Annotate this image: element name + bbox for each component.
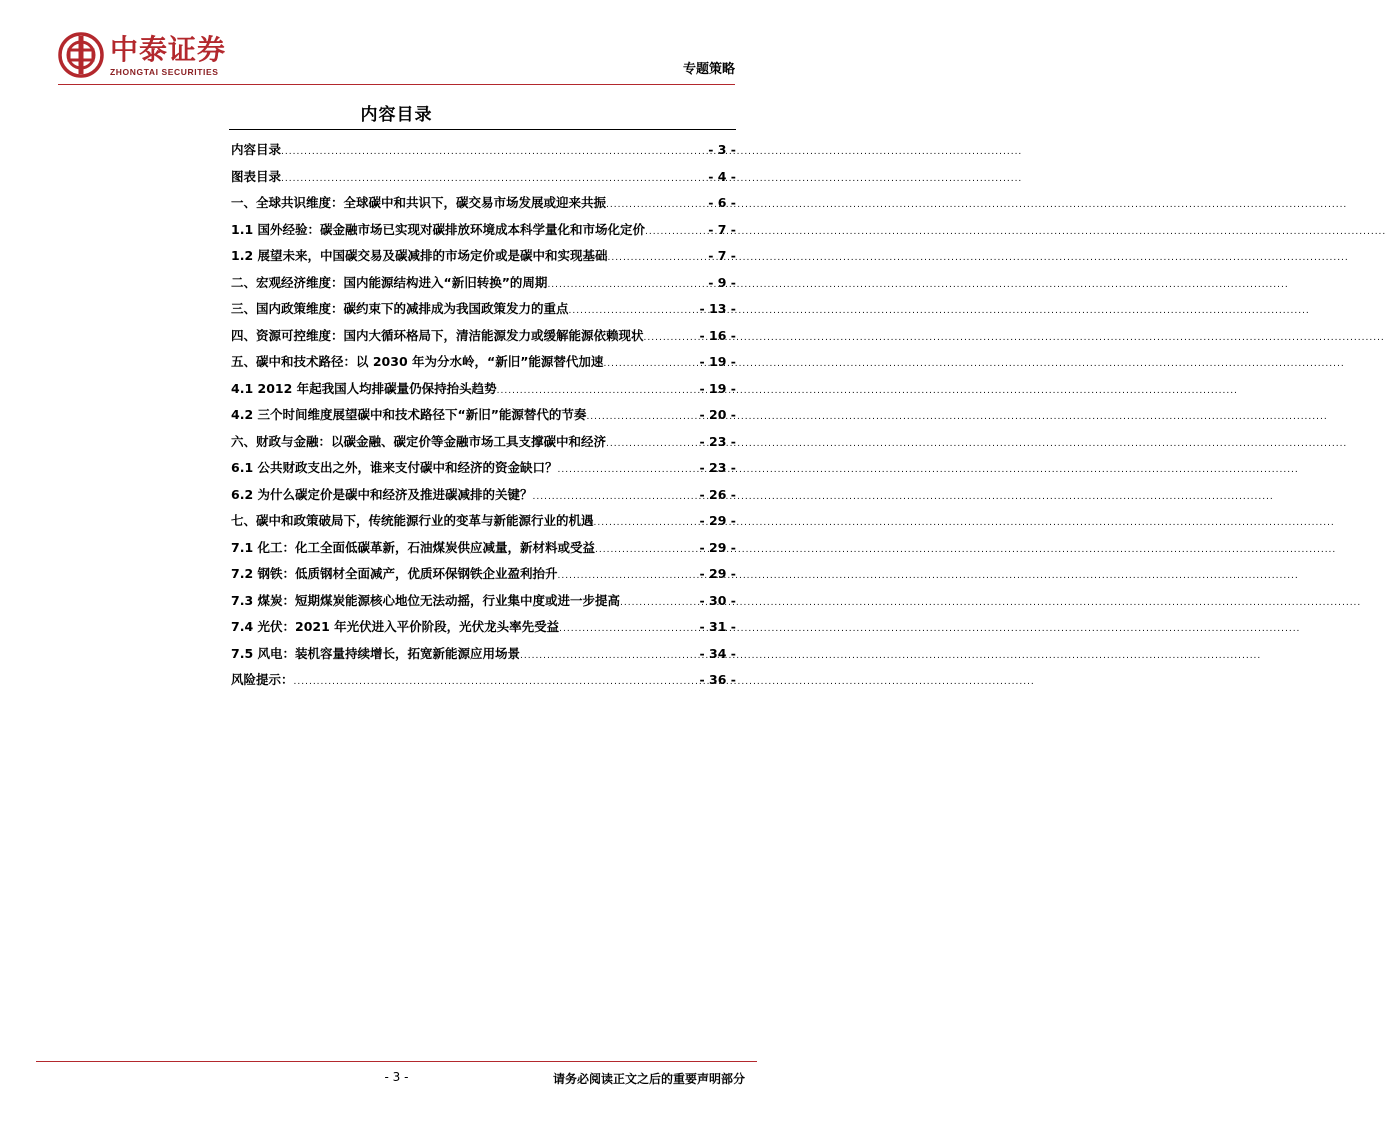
toc-leader-dots — [281, 166, 706, 193]
toc-leader-dots — [520, 643, 698, 670]
toc-title-divider — [229, 129, 736, 130]
toc-entry[interactable] — [231, 482, 736, 509]
toc-entry-label: 三、国内政策维度：碳约束下的减排成为我国政策发力的重点 — [231, 301, 569, 316]
header-divider — [58, 84, 735, 85]
toc-entry-label: 7.4 光伏：2021 年光伏进入平价阶段，光伏龙头率先受益 — [231, 619, 560, 634]
toc-entry-label: 1.1 国外经验：碳金融市场已实现对碳排放环境成本科学量化和市场化定价 — [231, 221, 645, 237]
toc-entry[interactable] — [231, 641, 736, 668]
toc-entry-page: - 6 - — [708, 195, 736, 210]
company-logo — [58, 32, 248, 82]
toc-entry[interactable] — [231, 243, 736, 270]
toc-leader-dots — [558, 563, 698, 590]
toc-leader-dots — [558, 457, 698, 484]
toc-entry-label: 五、碳中和技术路径：以 2030 年为分水岭，“新旧”能源替代加速 — [231, 354, 604, 369]
toc-entry[interactable] — [231, 190, 736, 217]
toc-entry[interactable] — [231, 667, 736, 694]
toc-leader-dots — [620, 590, 698, 617]
toc-entry-label: 6.1 公共财政支出之外，谁来支付碳中和经济的资金缺口？ — [231, 460, 558, 475]
toc-leader-dots — [547, 272, 706, 299]
toc-entry-label: 6.2 为什么碳定价是碳中和经济及推进碳减排的关键？ — [231, 486, 533, 502]
company-name-en: ZHONGTAI SECURITIES — [110, 67, 219, 77]
page-number: - 3 - — [384, 1070, 409, 1084]
toc-entry-label: 内容目录 — [231, 142, 282, 157]
toc-leader-dots — [281, 139, 706, 166]
toc-entry-label: 四、资源可控维度：国内大循环格局下，清洁能源发力或缓解能源依赖现状 — [231, 327, 644, 343]
toc-entry-page: - 7 - — [708, 248, 736, 263]
company-name-cn: 中泰证券 — [110, 33, 227, 66]
toc-entry[interactable] — [231, 614, 736, 641]
toc-entry-page: - 26 - — [699, 486, 736, 502]
toc-entry-label: 7.1 化工：化工全面低碳革新，石油煤炭供应减量，新材料或受益 — [231, 539, 595, 555]
toc-entry-label: 4.2 三个时间维度展望碳中和技术路径下“新旧”能源替代的节奏 — [231, 407, 587, 422]
toc-leader-dots — [603, 351, 697, 378]
toc-entry-label: 7.5 风电：装机容量持续增长，拓宽新能源应用场景 — [231, 645, 520, 661]
toc-entry[interactable] — [231, 429, 736, 456]
toc-entry[interactable] — [231, 402, 736, 429]
toc-entry-page: - 13 - — [699, 301, 736, 316]
toc-entry[interactable] — [231, 561, 736, 588]
toc-leader-dots — [569, 298, 698, 325]
toc-entry[interactable] — [231, 588, 736, 615]
toc-leader-dots — [294, 669, 698, 696]
toc-entry-label: 七、碳中和政策破局下，传统能源行业的变革与新能源行业的机遇 — [231, 513, 594, 528]
toc-leader-dots — [594, 510, 698, 537]
toc-entry-page: - 30 - — [699, 592, 736, 608]
toc-entry[interactable] — [231, 455, 736, 482]
toc-entry-page: - 16 - — [699, 327, 736, 343]
zhongtai-logo-icon — [58, 32, 104, 78]
toc-entry-label: 一、全球共识维度：全球碳中和共识下，碳交易市场发展或迎来共振 — [231, 195, 607, 210]
toc-entry-page: - 34 - — [699, 645, 736, 661]
toc-leader-dots — [608, 245, 707, 272]
toc-leader-dots — [645, 219, 706, 246]
toc-leader-dots — [644, 325, 698, 352]
toc-entry-label: 二、宏观经济维度：国内能源结构进入“新旧转换”的周期 — [231, 274, 548, 290]
footer-divider — [36, 1061, 757, 1062]
toc-entry-page: - 20 - — [699, 407, 736, 422]
toc-entry-page: - 29 - — [699, 513, 736, 528]
toc-leader-dots — [595, 537, 698, 564]
toc-entry-page: - 29 - — [699, 539, 736, 555]
toc-entry-page: - 4 - — [708, 168, 736, 184]
toc-leader-dots — [559, 616, 697, 643]
toc-entry-label: 7.3 煤炭：短期煤炭能源核心地位无法动摇，行业集中度或进一步提高 — [231, 592, 620, 608]
toc-entry-label: 4.1 2012 年起我国人均排碳量仍保持抬头趋势 — [231, 380, 497, 396]
toc-entry-label: 风险提示： — [231, 672, 294, 687]
toc-entry-page: - 23 - — [699, 460, 736, 475]
toc-leader-dots — [533, 484, 698, 511]
toc-entry[interactable] — [231, 270, 736, 297]
toc-entry-page: - 9 - — [708, 274, 736, 290]
toc-entry[interactable] — [231, 296, 736, 323]
toc-entry[interactable] — [231, 323, 736, 350]
table-of-contents — [231, 137, 736, 694]
toc-entry[interactable] — [231, 217, 736, 244]
toc-title: 内容目录 — [360, 105, 433, 125]
toc-entry[interactable] — [231, 535, 736, 562]
toc-entry-label: 六、财政与金融：以碳金融、碳定价等金融市场工具支撑碳中和经济 — [231, 433, 607, 449]
toc-entry[interactable] — [231, 137, 736, 164]
toc-entry[interactable] — [231, 164, 736, 191]
toc-leader-dots — [606, 192, 706, 219]
toc-entry[interactable] — [231, 349, 736, 376]
toc-entry-page: - 3 - — [708, 142, 736, 157]
toc-entry[interactable] — [231, 376, 736, 403]
toc-leader-dots — [586, 404, 697, 431]
toc-leader-dots — [606, 431, 698, 458]
toc-entry[interactable] — [231, 508, 736, 535]
toc-entry-page: - 19 - — [699, 380, 736, 396]
toc-entry-page: - 29 - — [699, 566, 736, 581]
toc-entry-page: - 36 - — [699, 672, 736, 687]
disclaimer-note: 请务必阅读正文之后的重要声明部分 — [552, 1072, 745, 1086]
toc-entry-label: 图表目录 — [231, 168, 282, 184]
toc-leader-dots — [497, 378, 698, 405]
toc-entry-page: - 19 - — [699, 354, 736, 369]
toc-entry-label: 7.2 钢铁：低质钢材全面减产，优质环保钢铁企业盈利抬升 — [231, 566, 558, 581]
toc-entry-page: - 31 - — [699, 619, 736, 634]
toc-entry-page: - 23 - — [699, 433, 736, 449]
toc-entry-page: - 7 - — [708, 221, 736, 237]
document-type-label: 专题策略 — [682, 62, 735, 77]
toc-entry-label: 1.2 展望未来，中国碳交易及碳减排的市场定价或是碳中和实现基础 — [231, 248, 608, 263]
